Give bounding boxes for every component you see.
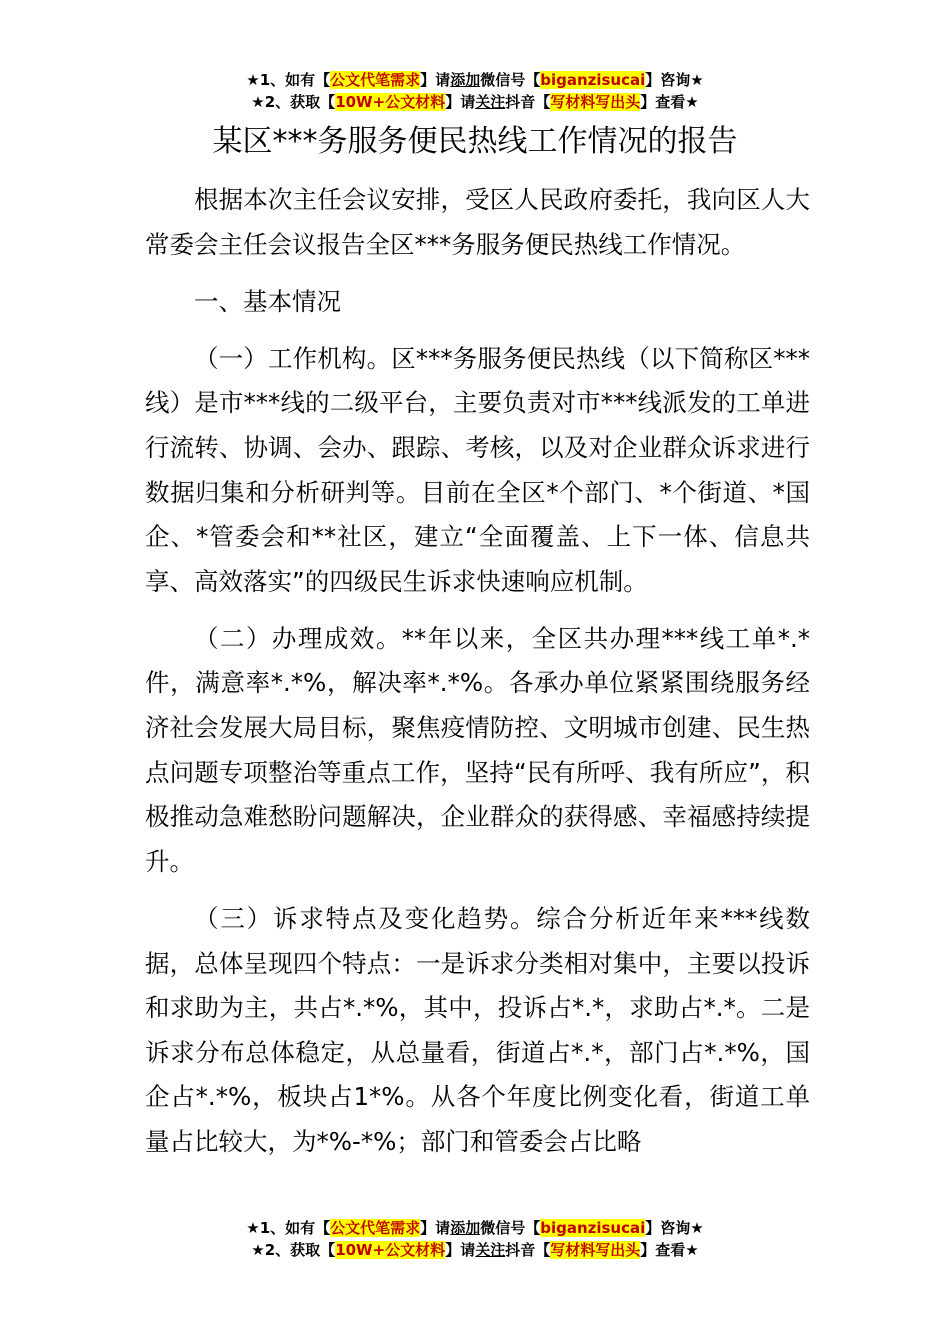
promo-line-2: ★2、获取【10W+公文材料】请关注抖音【写材料写出头】查看★	[251, 93, 699, 111]
promo-highlight: 公文代笔需求	[330, 1219, 421, 1237]
paragraph-results: （二）办理成效。**年以来，全区共办理***线工单*.*件，满意率*.*%，解决率*.*%。各承办单位紧紧围绕服务经济社会发展大局目标，聚焦疫情防控、文明城市创建、民生热点问题专项整治等重点工作，坚持“民有所呼、我有所应”，积极推动急难愁盼问题解决，企业群众的获得感、幸福感持续提升。	[145, 623, 810, 876]
promo-line-2: ★2、获取【10W+公文材料】请关注抖音【写材料写出头】查看★	[251, 1241, 699, 1259]
promo-highlight: biganzisucai	[540, 1219, 646, 1237]
document-title: 某区***务服务便民热线工作情况的报告	[212, 124, 738, 159]
promo-line-1: ★1、如有【公文代笔需求】请添加微信号【biganzisucai】咨询★	[246, 71, 704, 89]
promo-line-1: ★1、如有【公文代笔需求】请添加微信号【biganzisucai】咨询★	[246, 1219, 704, 1237]
promo-highlight: 10W+公文材料	[335, 93, 446, 111]
promo-highlight: 写材料写出头	[550, 1241, 641, 1259]
section-heading-basic-situation: 一、基本情况	[194, 286, 341, 316]
paragraph-intro: 根据本次主任会议安排，受区人民政府委托，我向区人大常委会主任会议报告全区***务服务便民热线工作情况。	[145, 185, 810, 259]
promo-highlight: 公文代笔需求	[330, 71, 421, 89]
paragraph-trends: （三）诉求特点及变化趋势。综合分析近年来***线数据，总体呈现四个特点：一是诉求分类相对集中，主要以投诉和求助为主，共占*.*%，其中，投诉占*.*，求助占*.*。二是诉求分布总体稳定，从总量看，街道占*.*，部门占*.*%，国企占*.*%，板块占1*%。从各个年度比例变化看，街道工单量占比较大，为*%-*%；部门和管委会占比略	[145, 903, 810, 1156]
promo-banner-top	[0, 69, 950, 113]
promo-highlight: 10W+公文材料	[335, 1241, 446, 1259]
promo-banner-bottom	[0, 1217, 950, 1261]
document-body	[145, 178, 810, 1177]
promo-highlight: biganzisucai	[540, 71, 646, 89]
promo-highlight: 写材料写出头	[550, 93, 641, 111]
paragraph-work-organization: （一）工作机构。区***务服务便民热线（以下简称区***线）是市***线的二级平台，主要负责对市***线派发的工单进行流转、协调、会办、跟踪、考核，以及对企业群众诉求进行数据归集和分析研判等。目前在全区*个部门、*个街道、*国企、*管委会和**社区，建立“全面覆盖、上下一体、信息共享、高效落实”的四级民生诉求快速响应机制。	[145, 343, 810, 596]
